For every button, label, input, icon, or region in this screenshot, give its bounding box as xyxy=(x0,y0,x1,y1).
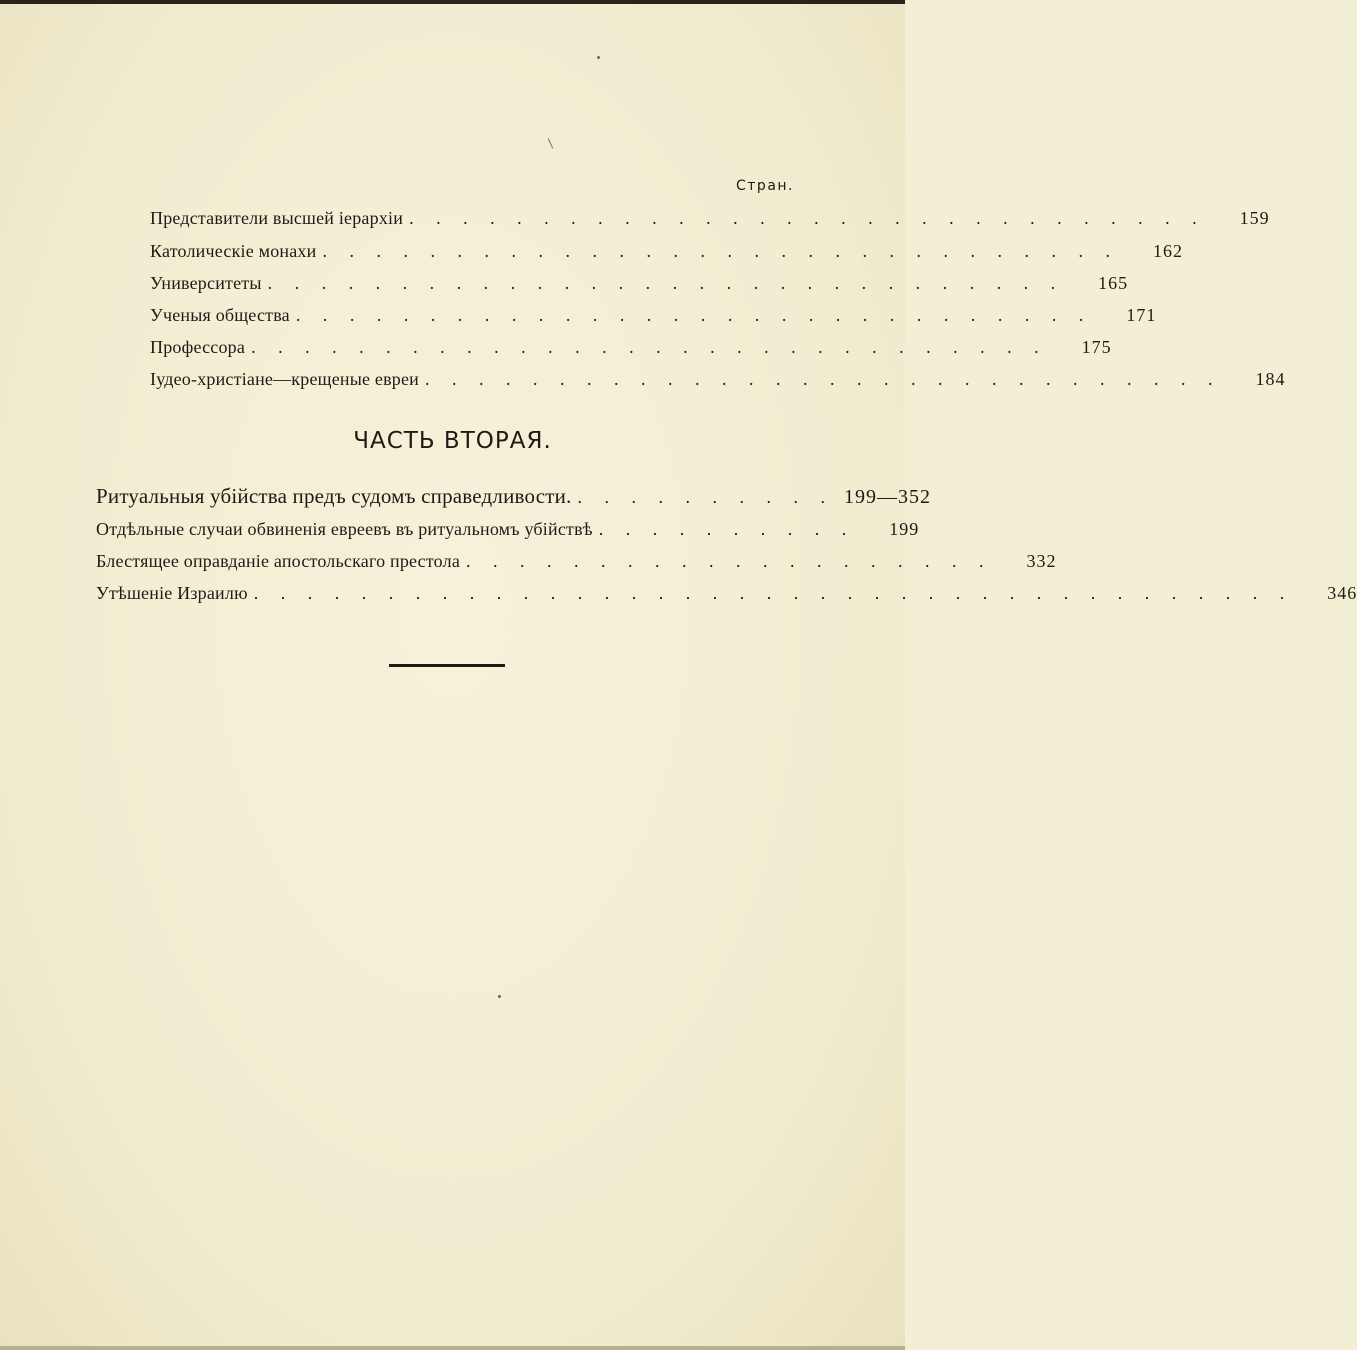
toc-entry-page: 199 xyxy=(889,519,920,539)
toc-entry-title: Представители высшей іерархіи xyxy=(150,208,404,228)
toc-entry-title: Профессора xyxy=(150,337,246,357)
dot-leader: . . . . . . . . . . xyxy=(577,487,835,507)
toc-entry-page: 165 xyxy=(1098,273,1129,293)
page-column-header: Стран. xyxy=(736,178,794,194)
toc-entry-title: Утѣшеніе Израилю xyxy=(96,583,248,603)
toc-entry xyxy=(150,208,1270,234)
toc-entry-page: 162 xyxy=(1152,241,1183,261)
toc-entry xyxy=(96,484,932,510)
toc-entry-title: Блестящее оправданіе апостольскаго престола xyxy=(96,551,461,571)
dot-leader: . . . . . . . . . . . . . . . . . . . . . . . . . . . . . . xyxy=(425,369,1222,389)
toc-entry xyxy=(150,273,1129,299)
paper-speck xyxy=(597,56,600,59)
toc-entry xyxy=(150,241,1183,267)
toc-entry-title: Католическіе монахи xyxy=(150,241,317,261)
toc-entry-page: 171 xyxy=(1126,305,1157,325)
paper-speck xyxy=(498,995,501,998)
dot-leader: . . . . . . . . . . . . . . . . . . . . . . . . . . . . . . xyxy=(251,337,1048,357)
toc-entry-page: 159 xyxy=(1239,208,1270,228)
toc-entry-title: Университеты xyxy=(150,273,262,293)
toc-entry xyxy=(150,369,1286,395)
toc-entry xyxy=(150,337,1112,363)
scan-bottom-edge xyxy=(0,1346,905,1350)
toc-entry-page: 175 xyxy=(1081,337,1112,357)
dot-leader: . . . . . . . . . . . . . . . . . . . . . . . . . . . . . . xyxy=(409,208,1206,228)
dot-leader: . . . . . . . . . . . . . . . . . . . . . . . . . . . . . . xyxy=(295,305,1093,325)
toc-entry xyxy=(96,519,920,545)
paper-mark xyxy=(548,138,554,148)
toc-entry-title: Ритуальныя убійства предъ судомъ справедливости. xyxy=(96,484,572,508)
toc-entry-page: 332 xyxy=(1026,551,1057,571)
dot-leader: . . . . . . . . . . . . . . . . . . . . . . . . . . . . . . xyxy=(267,273,1065,293)
toc-entry xyxy=(96,551,1057,577)
toc-entry xyxy=(96,583,1357,609)
end-rule xyxy=(389,664,505,667)
toc-entry xyxy=(150,305,1157,331)
scan-top-edge xyxy=(0,0,905,4)
dot-leader: . . . . . . . . . . . . . . . . . . . . . . . . . . . . . . xyxy=(322,241,1119,261)
toc-entry-title: Отдѣльные случаи обвиненія евреевъ въ ритуальномъ убійствѣ xyxy=(96,519,593,539)
dot-leader: . . . . . . . . . . . . . . . . . . . . . . . . . . . . . . . . . . . . . . . xyxy=(253,583,1294,603)
toc-entry-title: Іудео-христіане—крещеные евреи xyxy=(150,369,420,389)
toc-entry-page: 199—352 xyxy=(844,486,932,508)
toc-entry-title: Ученыя общества xyxy=(150,305,290,325)
part-two-heading: ЧАСТЬ ВТОРАЯ. xyxy=(353,428,552,454)
toc-entry-page: 346 xyxy=(1327,583,1357,603)
dot-leader: . . . . . . . . . . . . . . . . . . . . xyxy=(466,551,993,571)
toc-entry-page: 184 xyxy=(1255,369,1286,389)
dot-leader: . . . . . . . . . . xyxy=(598,519,856,539)
